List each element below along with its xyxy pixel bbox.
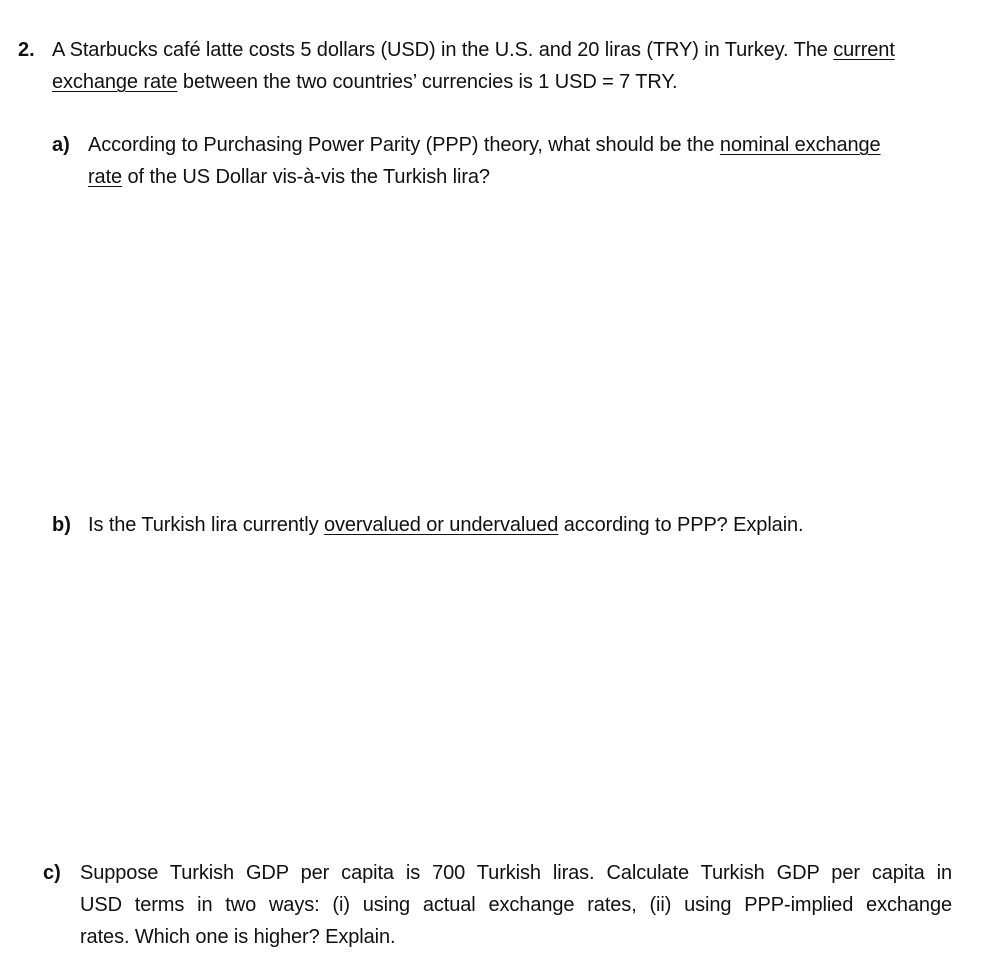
underlined-term-nominal-exchange: nominal exchange [719,134,881,156]
part-b-line [88,509,804,541]
question-stem-line-2 [52,66,678,98]
part-c-line-2: USD terms in two ways: (i) using actual exchange rates, (ii) using PPP-implied exchange [80,894,952,916]
part-b-text: Is the Turkish lira currently [88,514,324,536]
underlined-term-exchange-rate: exchange rate [52,71,178,93]
part-a-text: According to Purchasing Power Parity (PPP) theory, what should be the [88,134,720,156]
part-c-label: c) [43,862,61,884]
question-stem-line-1 [52,34,895,66]
part-b-text-2: according to PPP? Explain. [558,514,804,536]
part-c-line-3: rates. Which one is higher? Explain. [80,926,396,948]
part-c-line-1: Suppose Turkish GDP per capita is 700 Turkish liras. Calculate Turkish GDP per capita in [80,862,952,884]
question-stem-text-2: between the two countries’ currencies is 1 USD = 7 TRY. [177,71,678,93]
underlined-term-rate: rate [88,166,123,188]
part-a-line-2 [88,161,490,193]
question-stem-text: A Starbucks café latte costs 5 dollars (USD) in the U.S. and 20 liras (TRY) in Turkey. The [52,39,834,61]
part-a-label: a) [52,134,70,156]
part-a-line-1 [88,129,881,161]
underlined-term-current: current [833,39,895,61]
underlined-term-overvalued-undervalued: overvalued or undervalued [323,514,559,536]
part-b-label: b) [52,514,71,536]
part-a-text-2: of the US Dollar vis-à-vis the Turkish lira? [122,166,490,188]
question-number: 2. [18,39,35,61]
